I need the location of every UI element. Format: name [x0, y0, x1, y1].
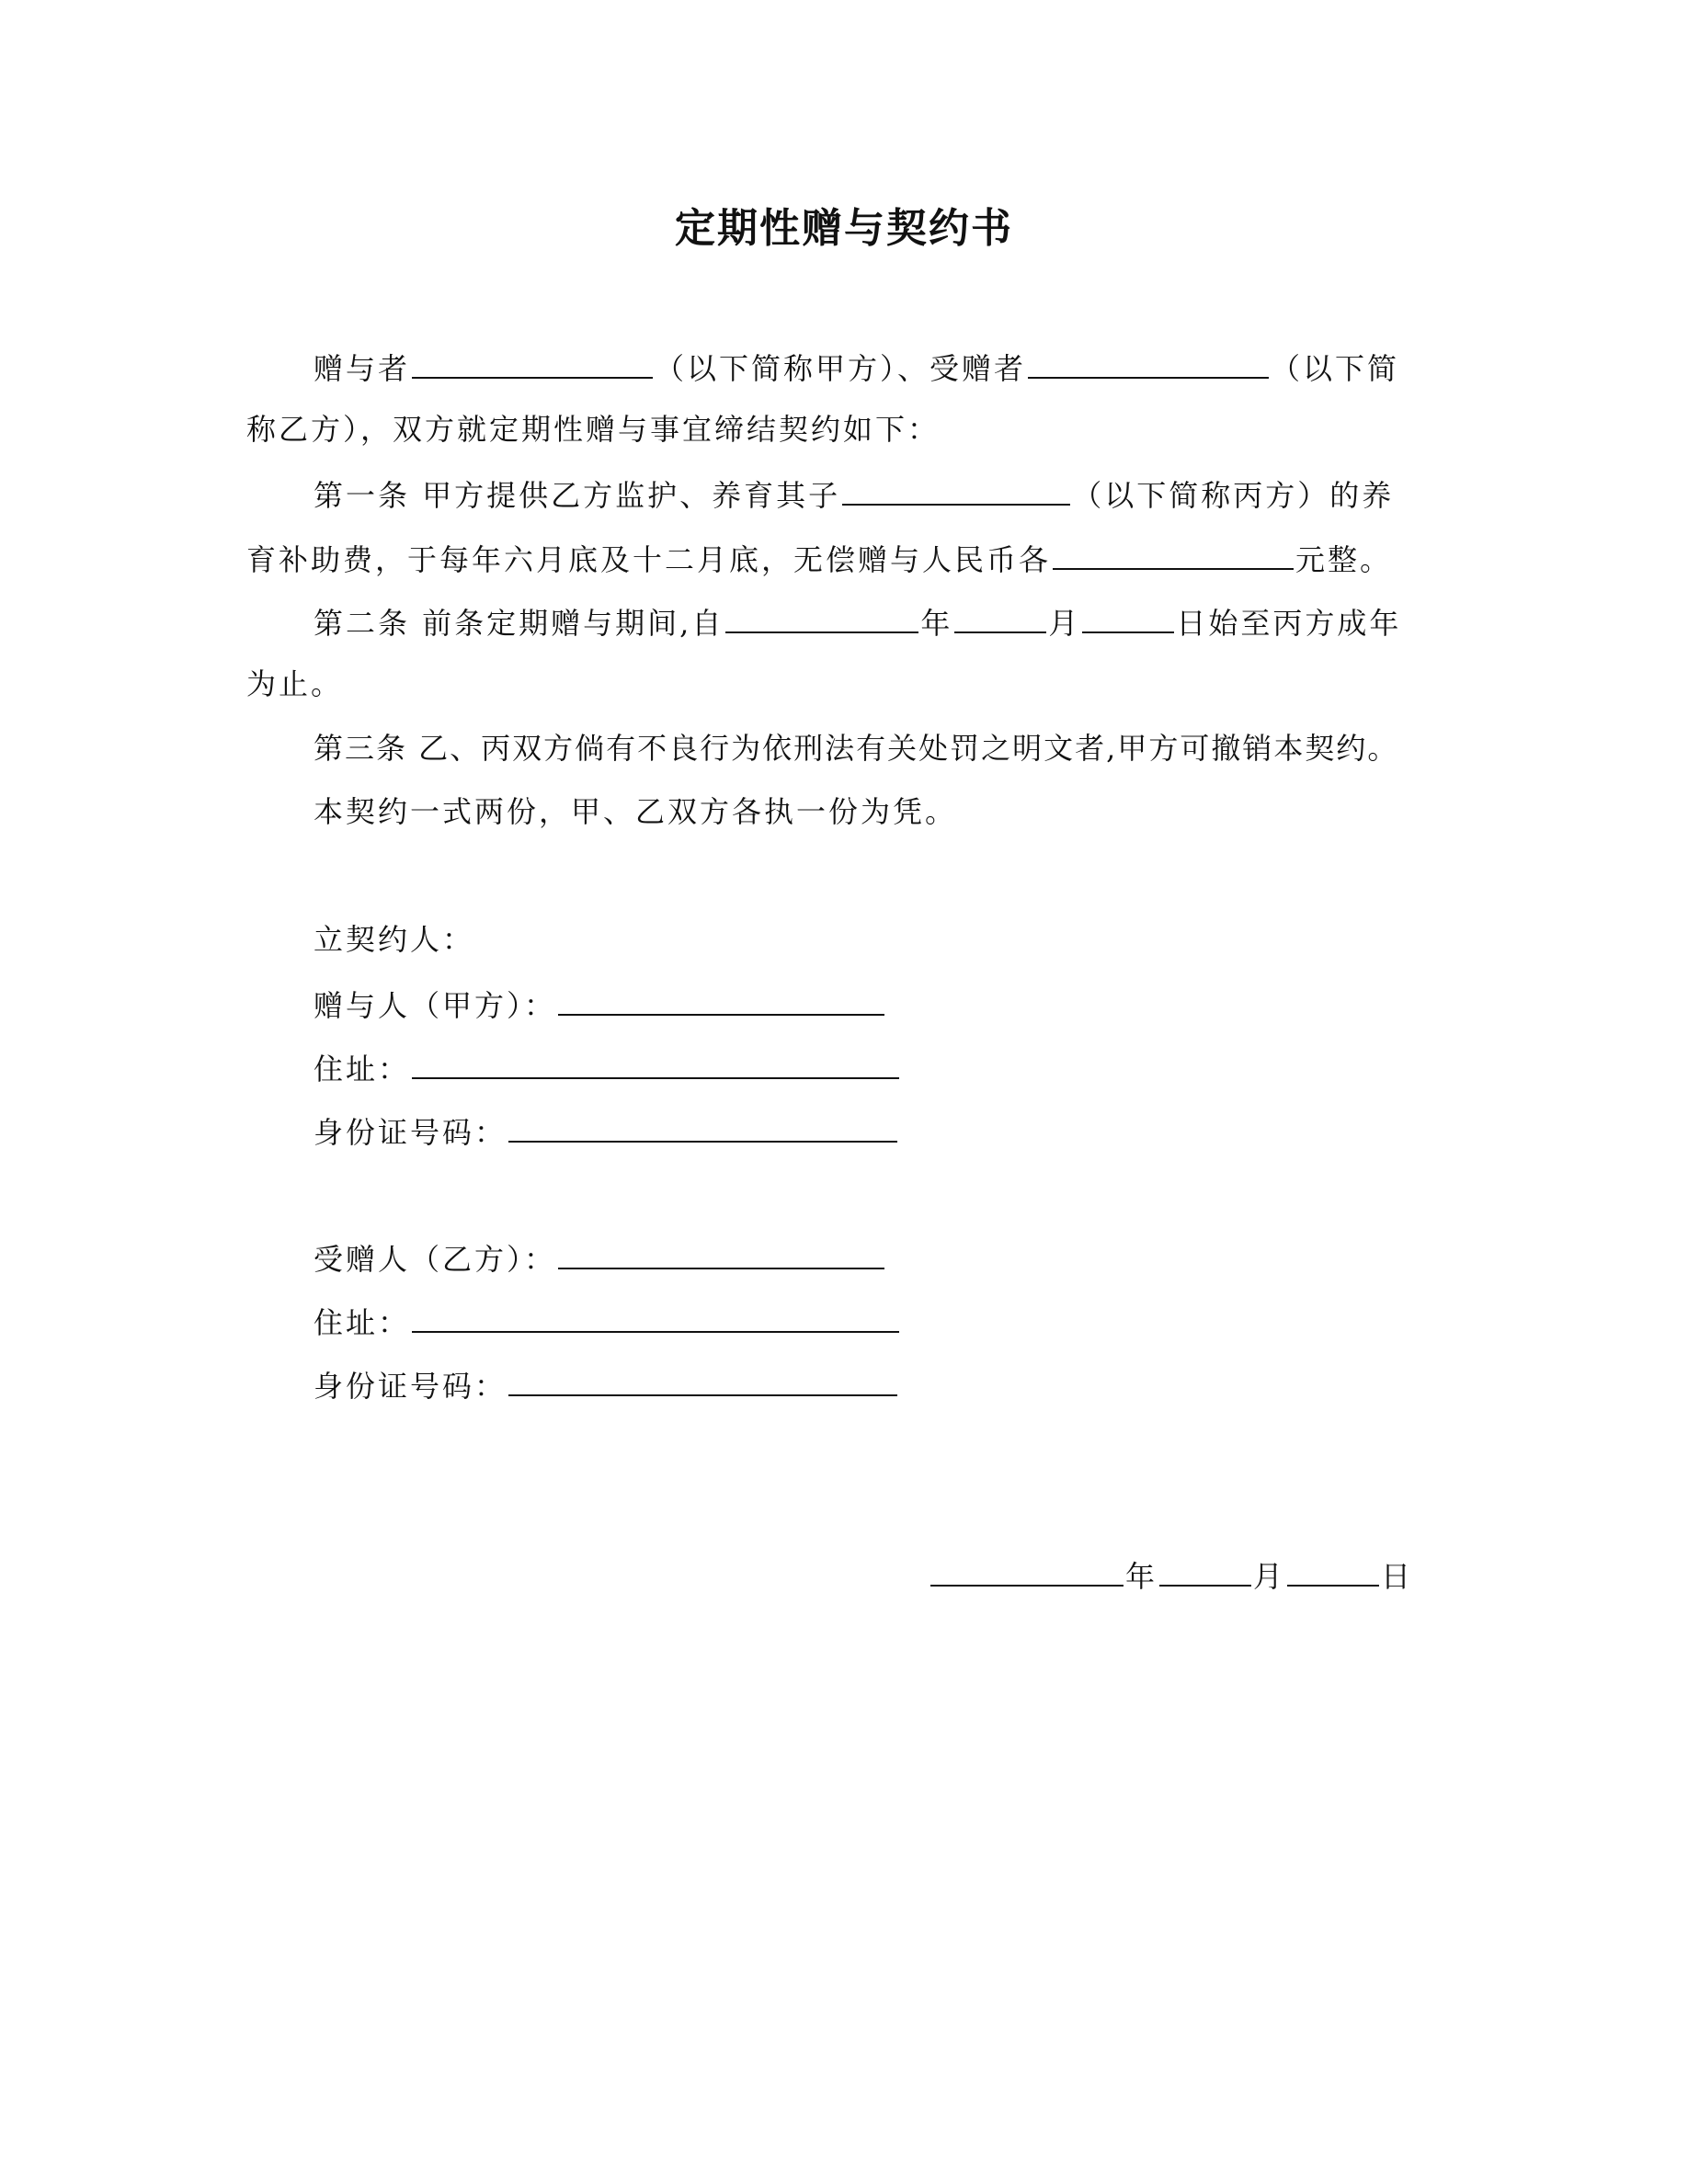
party-a-address-label: 住址： [314, 1052, 411, 1086]
article-1-line2-start: 育补助费，于每年六月底及十二月底，无偿赠与人民币各 [246, 542, 1052, 577]
party-a-name-label: 赠与人（甲方）： [314, 988, 557, 1023]
party-a-address-row [314, 1046, 901, 1089]
signing-day-label: 日 [1381, 1559, 1414, 1594]
article-2-end: 日始至丙方成年 [1176, 606, 1402, 641]
closing-statement: 本契约一式两份，甲、乙双方各执一份为凭。 [314, 794, 958, 829]
party-a-address-blank[interactable] [412, 1046, 899, 1079]
party-a-name-row [314, 983, 886, 1026]
article-2-month: 月 [1048, 606, 1081, 641]
article-2-line-2: 为止。 [246, 666, 344, 701]
intro-end-text: （以下简 [1271, 351, 1400, 386]
donor-name-blank[interactable] [412, 346, 653, 379]
child-name-blank[interactable] [842, 472, 1070, 506]
article-2-year: 年 [920, 606, 953, 641]
party-b-name-row [314, 1236, 886, 1280]
intro-mid-text: （以下简称甲方）、受赠者 [655, 351, 1027, 386]
article-1-mid: （以下简称丙方）的养 [1072, 478, 1395, 513]
party-b-name-label: 受赠人（乙方）： [314, 1242, 557, 1277]
article-1-line2-end: 元整。 [1295, 542, 1393, 577]
party-b-address-blank[interactable] [412, 1300, 899, 1333]
party-b-id-label: 身份证号码： [314, 1369, 508, 1404]
start-month-blank[interactable] [954, 600, 1046, 633]
intro-line-2: 称乙方），双方就定期性赠与事宜缔结契约如下： [246, 412, 941, 447]
party-b-address-label: 住址： [314, 1305, 411, 1340]
party-b-name-blank[interactable] [558, 1236, 884, 1269]
party-a-id-row [314, 1109, 899, 1153]
document-title: 定期性赠与契约书 [675, 205, 1013, 252]
signing-month-label: 月 [1253, 1559, 1286, 1594]
article-1-start: 第一条 甲方提供乙方监护、养育其子 [314, 478, 841, 513]
signing-month-blank[interactable] [1159, 1553, 1251, 1587]
article-2-line-1 [314, 600, 1401, 643]
signatories-header: 立契约人： [314, 922, 475, 957]
start-day-blank[interactable] [1082, 600, 1174, 633]
party-b-id-blank[interactable] [508, 1363, 897, 1396]
article-3: 第三条 乙、丙双方倘有不良行为依刑法有关处罚之明文者,甲方可撤销本契约。 [314, 731, 1399, 766]
start-year-blank[interactable] [725, 600, 918, 633]
donee-name-blank[interactable] [1028, 346, 1269, 379]
intro-line-1 [314, 346, 1399, 389]
signing-day-blank[interactable] [1287, 1553, 1379, 1587]
article-1-line-1 [314, 472, 1394, 516]
amount-blank[interactable] [1053, 537, 1294, 570]
party-a-id-blank[interactable] [508, 1109, 897, 1143]
article-1-line-2 [246, 537, 1392, 580]
signing-year-blank[interactable] [930, 1553, 1123, 1587]
article-2-start: 第二条 前条定期赠与期间,自 [314, 606, 724, 641]
party-a-name-blank[interactable] [558, 983, 884, 1016]
signing-date-row [929, 1553, 1413, 1597]
donor-label: 赠与者 [314, 351, 411, 386]
signing-year-label: 年 [1125, 1559, 1158, 1594]
party-b-id-row [314, 1363, 899, 1406]
party-b-address-row [314, 1300, 901, 1343]
party-a-id-label: 身份证号码： [314, 1115, 508, 1150]
